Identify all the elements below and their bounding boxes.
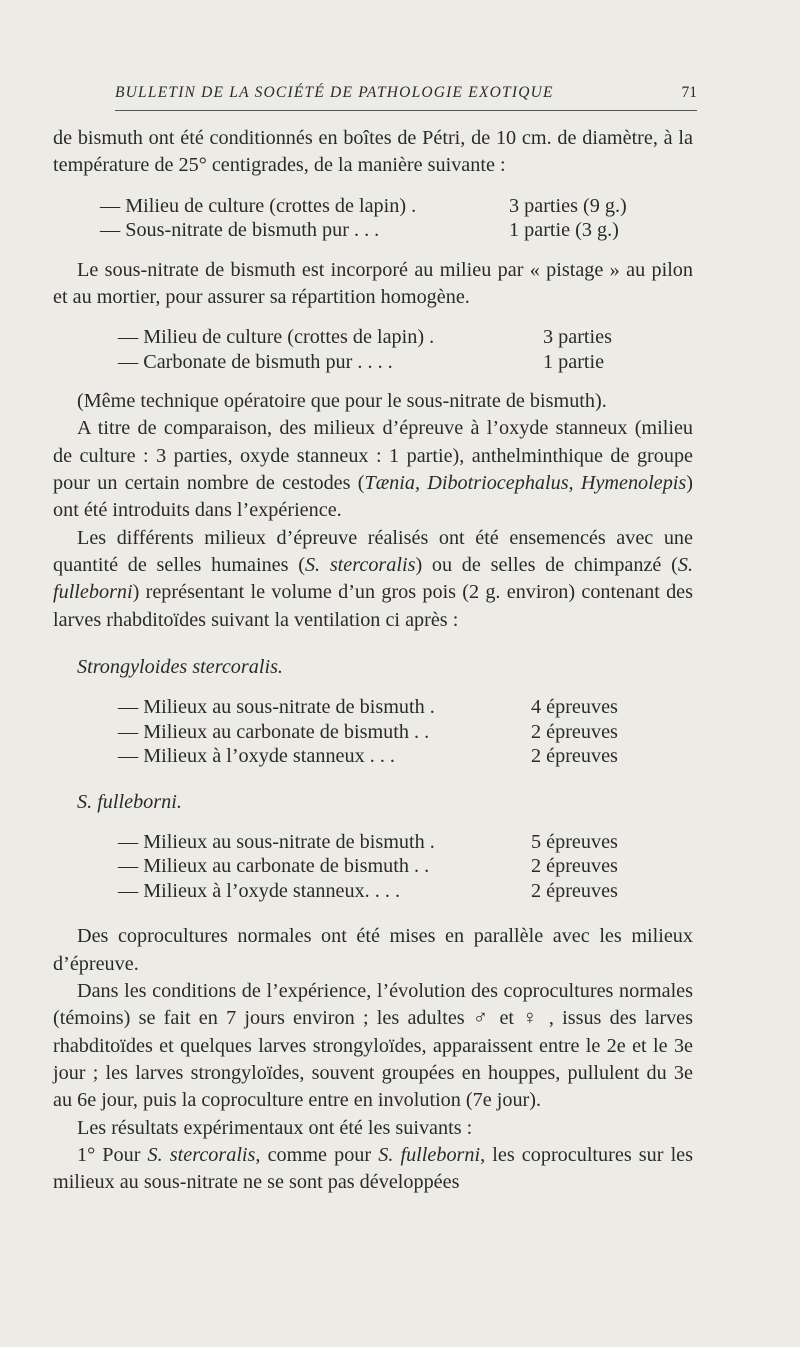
paragraph: 1° Pour S. stercoralis, comme pour S. fulleborni, les coprocultures sur les milieux au sous-nitrate ne se sont pas développées [53,1143,693,1194]
paragraph: A titre de comparaison, des milieux d’épreuve à l’oxyde stanneux (milieu de culture : 3 parties, oxyde stanneux : 1 partie), anthelminthique de groupe pour un certain nombre de cestodes (Tænia, Dibotriocephalus, Hymenolepis) ont été introduits dans l’expérience. [53,417,693,522]
running-header [115,84,697,102]
paragraph: Dans les conditions de l’expérience, l’évolution des coprocultures normales (témoins) se fait en 7 jours environ ; les adultes ♂ et ♀ , issus des larves rhabditoïdes et quelques larves strongyloïdes, apparaissent entre le 2e et le 3e jour ; les larves strongyloïdes, souvent groupées en houppes, pullulent du 3e au 6e jour, puis la coproculture entre en involution (7e jour). [53,980,693,1112]
section-heading: S. fulleborni. [77,790,182,813]
trial-list-fulleborni [53,830,693,904]
list-item: — Milieux au carbonate de bismuth . . 2 épreuves [118,855,618,878]
list-item: — Sous-nitrate de bismuth pur . . . 1 partie (3 g.) [100,219,619,242]
list-item: — Milieu de culture (crottes de lapin) . 3 parties [118,326,612,349]
body-text [53,125,693,1196]
running-title: BULLETIN DE LA SOCIÉTÉ DE PATHOLOGIE EXOTIQUE [115,84,554,101]
trial-list-stercoralis [53,695,693,769]
list-item: — Milieu de culture (crottes de lapin) . 3 parties (9 g.) [100,194,627,217]
paragraph: (Même technique opératoire que pour le sous-nitrate de bismuth). [77,390,607,413]
paragraph: Les différents milieux d’épreuve réalisés ont été ensemencés avec une quantité de selles humaines (S. stercoralis) ou de selles de chimpanzé (S. fulleborni) représentant le volume d’un gros pois (2 g. environ) contenant des larves rhabditoïdes suivant la ventilation ci après : [53,526,693,631]
paragraph: Les résultats expérimentaux ont été les suivants : [77,1116,473,1139]
page-number: 71 [681,84,697,101]
list-item: — Milieux à l’oxyde stanneux . . . 2 épreuves [118,745,618,768]
section-heading: Strongyloides stercoralis. [77,655,283,678]
list-item: — Milieux à l’oxyde stanneux. . . . 2 épreuves [118,879,618,902]
composition-list-2 [53,325,693,374]
list-item: — Milieux au carbonate de bismuth . . 2 épreuves [118,720,618,743]
list-item: — Milieux au sous-nitrate de bismuth . 4 épreuves [118,696,618,719]
paragraph: Des coprocultures normales ont été mises en parallèle avec les milieux d’épreuve. [53,925,693,975]
list-item: — Carbonate de bismuth pur . . . . 1 partie [118,350,605,373]
header-rule [115,110,697,111]
composition-list-1 [53,194,693,243]
list-item: — Milieux au sous-nitrate de bismuth . 5 épreuves [118,830,618,853]
paragraph: de bismuth ont été conditionnés en boîtes de Pétri, de 10 cm. de diamètre, à la température de 25° centigrades, de la manière suivante : [53,127,693,177]
paragraph: Le sous-nitrate de bismuth est incorporé au milieu par « pistage » au pilon et au mortier, pour assurer sa répartition homogène. [53,258,693,308]
